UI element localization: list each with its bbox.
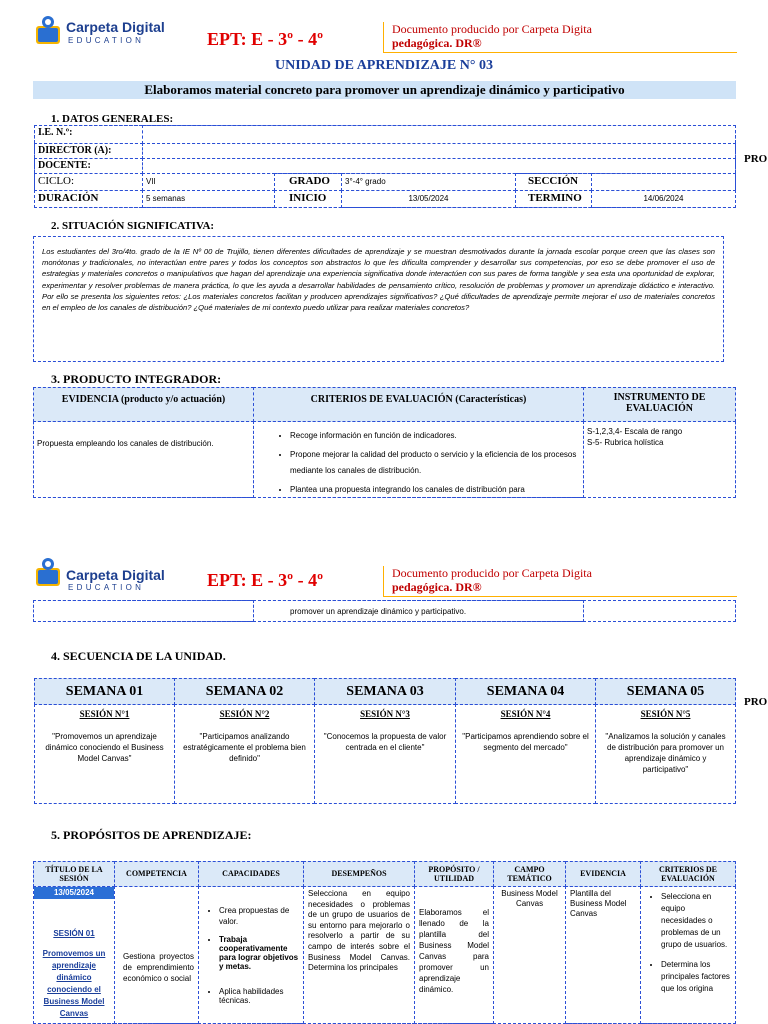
criterio-item: • Propone mejorar la calidad del producto o servicio y la eficiencia de los procesos mediante los canales de distribución.: [290, 447, 579, 479]
col-campo: [493, 861, 566, 887]
ie-label: I.E. N.º:: [34, 125, 143, 144]
week-session: [595, 704, 736, 804]
capacidades-list: [203, 905, 299, 1005]
desempeno-cell: Selecciona en equipo necesidades o problemas de un grupo de usuarios de su entorno para mejorarlo o resolverlo a partir de su campo de interés sobre el Business Model Canvas. Determina los principales: [303, 886, 415, 1024]
secuencia-title: 4. SECUENCIA DE LA UNIDAD.: [51, 649, 226, 663]
session-number: SESIÓN N°2: [219, 709, 270, 719]
week-header: SEMANA 03: [314, 678, 456, 705]
ciclo-label: CICLO:: [34, 173, 143, 191]
session-description: "Analizamos la solución y canales de distribución para promover un aprendizaje dinámico y participativo": [605, 732, 726, 774]
situacion-text: Los estudiantes del 3ro/4to. grado de la IE Nº 00 de Trujillo, tienen diferentes dificultades de aprendizaje y se muestran desmotivados durante la jornada escolar porque creen que las clases son monótonas y tradicionales, no interactúan entre pares y todos los conceptos son abstractos lo que les dificulta comprender y desarrollar sus competencias, por eso se debe promover el uso de estrategias y materiales concretos o manipulativos que hagan del aprendizaje una experiencia significativa donde interactúen con sus pares de forma tangible y sea esta una oportunidad de explorar, experimentar y resolver problemas de manera práctica, lo que les ayuda a desarrollar habilidades de pensamiento crítico, resolución de problemas y promover un aprendizaje didáctico e interactivo. Por ello se presenta los siguientes retos: ¿Los materiales concretos facilitan y producen aprendizajes significativos? ¿Qué dificultades de aprendizaje permite mejorar el uso de materiales concretos en el empleo de los canales de distribución? ¿Qué materiales de mi contexto puedo utilizar para realizar materiales concretos?: [42, 247, 715, 313]
week-header: SEMANA 04: [455, 678, 596, 705]
session-number: SESIÓN N°1: [79, 709, 130, 719]
capacidades-cell: [198, 886, 304, 1024]
logo-icon: [32, 12, 66, 48]
notice-line-1: Documento producido por Carpeta Digita: [392, 22, 592, 36]
proposito-cell: Elaboramos el llenado de la plantilla del Business Model Canvas para promover un aprendizaje dinámico.: [414, 886, 494, 1024]
ie-value[interactable]: [142, 125, 736, 144]
criterio-eval-item: • Determina los principales factores que los origina: [661, 959, 731, 995]
criterios-list: [253, 421, 584, 498]
ept-label: EPT: E - 3º - 4º: [207, 570, 324, 590]
criterios-cell: [640, 886, 736, 1024]
col-instrumento-1: INSTRUMENTO DE: [613, 392, 706, 403]
cont-instrumento: [583, 600, 736, 622]
session-number: SESIÓN N°4: [500, 709, 551, 719]
duracion-value: 5 semanas: [142, 190, 275, 208]
side-mark-1: PRO: [744, 153, 768, 165]
producer-notice: [383, 566, 737, 597]
week-session: [314, 704, 456, 804]
evidencia-cell: Plantilla del Business Model Canvas: [565, 886, 641, 1024]
col-criterios-1: CRITERIOS DE: [658, 865, 717, 874]
col-criterios-2: EVALUACIÓN: [661, 874, 715, 883]
criterios-eval-list: [645, 891, 731, 995]
sesion-label[interactable]: SESIÓN 01: [53, 929, 95, 938]
logo-name: Carpeta Digital: [66, 567, 165, 583]
side-mark-2: PRO: [744, 696, 768, 708]
criterio-item: • Plantea una propuesta integrando los canales de distribución para: [290, 482, 579, 498]
col-evidencia: EVIDENCIA: [565, 861, 641, 887]
titulo-cell: [33, 886, 115, 1024]
grado-label: GRADO: [274, 173, 342, 191]
week-header: SEMANA 01: [34, 678, 175, 705]
secuencia-table: [34, 678, 735, 804]
situacion-box: [33, 236, 724, 362]
col-titulo-2: SESIÓN: [59, 874, 89, 883]
unit-title: UNIDAD DE APRENDIZAJE N° 03: [275, 58, 493, 73]
notice-line-2: pedagógica. DR®: [392, 580, 482, 594]
competencia-cell: Gestiona proyectos de emprendimiento económico o social: [114, 886, 199, 1024]
docente-label: DOCENTE:: [34, 158, 143, 174]
session-number: SESIÓN N°3: [360, 709, 410, 719]
week-header: SEMANA 02: [174, 678, 315, 705]
cont-evidencia: [33, 600, 254, 622]
instrumento-value: [583, 421, 736, 498]
criterios-bullets: [276, 428, 579, 498]
capacidad-item: • Crea propuestas de valor.: [219, 905, 299, 927]
week-header: SEMANA 05: [595, 678, 736, 705]
col-competencia: COMPETENCIA: [114, 861, 199, 887]
fecha-badge: 13/05/2024: [34, 887, 114, 899]
producer-notice: [383, 22, 737, 53]
campo-cell: Business Model Canvas: [493, 886, 566, 1024]
director-label: DIRECTOR (A):: [34, 143, 143, 159]
logo: [32, 12, 165, 52]
notice-line-2: pedagógica. DR®: [392, 36, 482, 50]
week-session: [455, 704, 596, 804]
evidencia-value: Propuesta empleando los canales de distribución.: [33, 421, 254, 498]
propositos-title: 5. PROPÓSITOS DE APRENDIZAJE:: [51, 828, 252, 842]
col-proposito-2: UTILIDAD: [433, 874, 474, 883]
grado-value: 3°-4° grado: [341, 173, 516, 191]
col-criterios: CRITERIOS DE EVALUACIÓN (Características): [253, 387, 584, 422]
inicio-label: INICIO: [274, 190, 342, 208]
unit-subtitle: Elaboramos material concreto para promover un aprendizaje dinámico y participativo: [33, 81, 736, 99]
seccion-label: SECCIÓN: [515, 173, 592, 191]
instrumento-2: S-5- Rubrica holística: [587, 438, 664, 447]
logo-sub: EDUCATION: [68, 36, 145, 45]
logo-name: Carpeta Digital: [66, 19, 165, 35]
duracion-label: DURACIÓN: [34, 190, 143, 208]
sesion-titulo[interactable]: Promovemos un aprendizaje dinámico conociendo el Business Model Canvas: [42, 949, 106, 1018]
week-session: [174, 704, 315, 804]
capacidad-item: • Aplica habilidades técnicas.: [219, 987, 299, 1005]
session-description: "Participamos aprendiendo sobre el segmento del mercado": [462, 732, 589, 752]
logo: [32, 554, 165, 594]
docente-value[interactable]: [142, 158, 736, 174]
notice-line-1: Documento producido por Carpeta Digita: [392, 566, 592, 580]
col-capacidades: CAPACIDADES: [198, 861, 304, 887]
capacidad-item: • Trabaja cooperativamente para lograr objetivos y metas.: [219, 935, 299, 971]
col-proposito-1: PROPÓSITO /: [428, 865, 480, 874]
session-number: SESIÓN N°5: [640, 709, 691, 719]
col-desempenos: DESEMPEÑOS: [303, 861, 415, 887]
col-instrumento-2: EVALUACIÓN: [625, 403, 694, 414]
session-description: "Conocemos la propuesta de valor centrada en el cliente": [323, 732, 447, 752]
instrumento-1: S-1,2,3,4- Escala de rango: [587, 427, 683, 436]
session-description: "Promovemos un aprendizaje dinámico conociendo el Business Model Canvas": [45, 732, 164, 763]
termino-label: TERMINO: [515, 190, 592, 208]
criterio-eval-item: • Selecciona en equipo necesidades o problemas de un grupo de usuarios.: [661, 891, 731, 951]
producto-title: 3. PRODUCTO INTEGRADOR:: [51, 372, 222, 386]
ciclo-value: VII: [142, 173, 275, 191]
col-instrumento: [583, 387, 736, 422]
week-session: [34, 704, 175, 804]
termino-value: 14/06/2024: [591, 190, 736, 208]
col-titulo: [33, 861, 115, 887]
criterio-continuation: promover un aprendizaje dinámico y participativo.: [253, 600, 584, 622]
session-description: "Participamos analizando estratégicamente el problema bien definido": [183, 732, 306, 763]
criterio-item: • Recoge información en función de indicadores.: [290, 428, 579, 444]
inicio-value: 13/05/2024: [341, 190, 516, 208]
datos-title: 1. DATOS GENERALES:: [51, 113, 174, 125]
col-titulo-1: TÍTULO DE LA: [45, 865, 103, 874]
col-evidencia: EVIDENCIA (producto y/o actuación): [33, 387, 254, 422]
logo-sub: EDUCATION: [68, 583, 145, 592]
col-criterios: [640, 861, 736, 887]
ept-label: EPT: E - 3º - 4º: [207, 29, 324, 49]
logo-icon: [32, 554, 66, 590]
col-campo-1: CAMPO: [514, 865, 545, 874]
director-value[interactable]: [142, 143, 736, 159]
col-campo-2: TEMÁTICO: [507, 874, 552, 883]
seccion-value[interactable]: [591, 173, 736, 191]
col-proposito: [414, 861, 494, 887]
situacion-title: 2. SITUACIÓN SIGNIFICATIVA:: [51, 220, 215, 232]
